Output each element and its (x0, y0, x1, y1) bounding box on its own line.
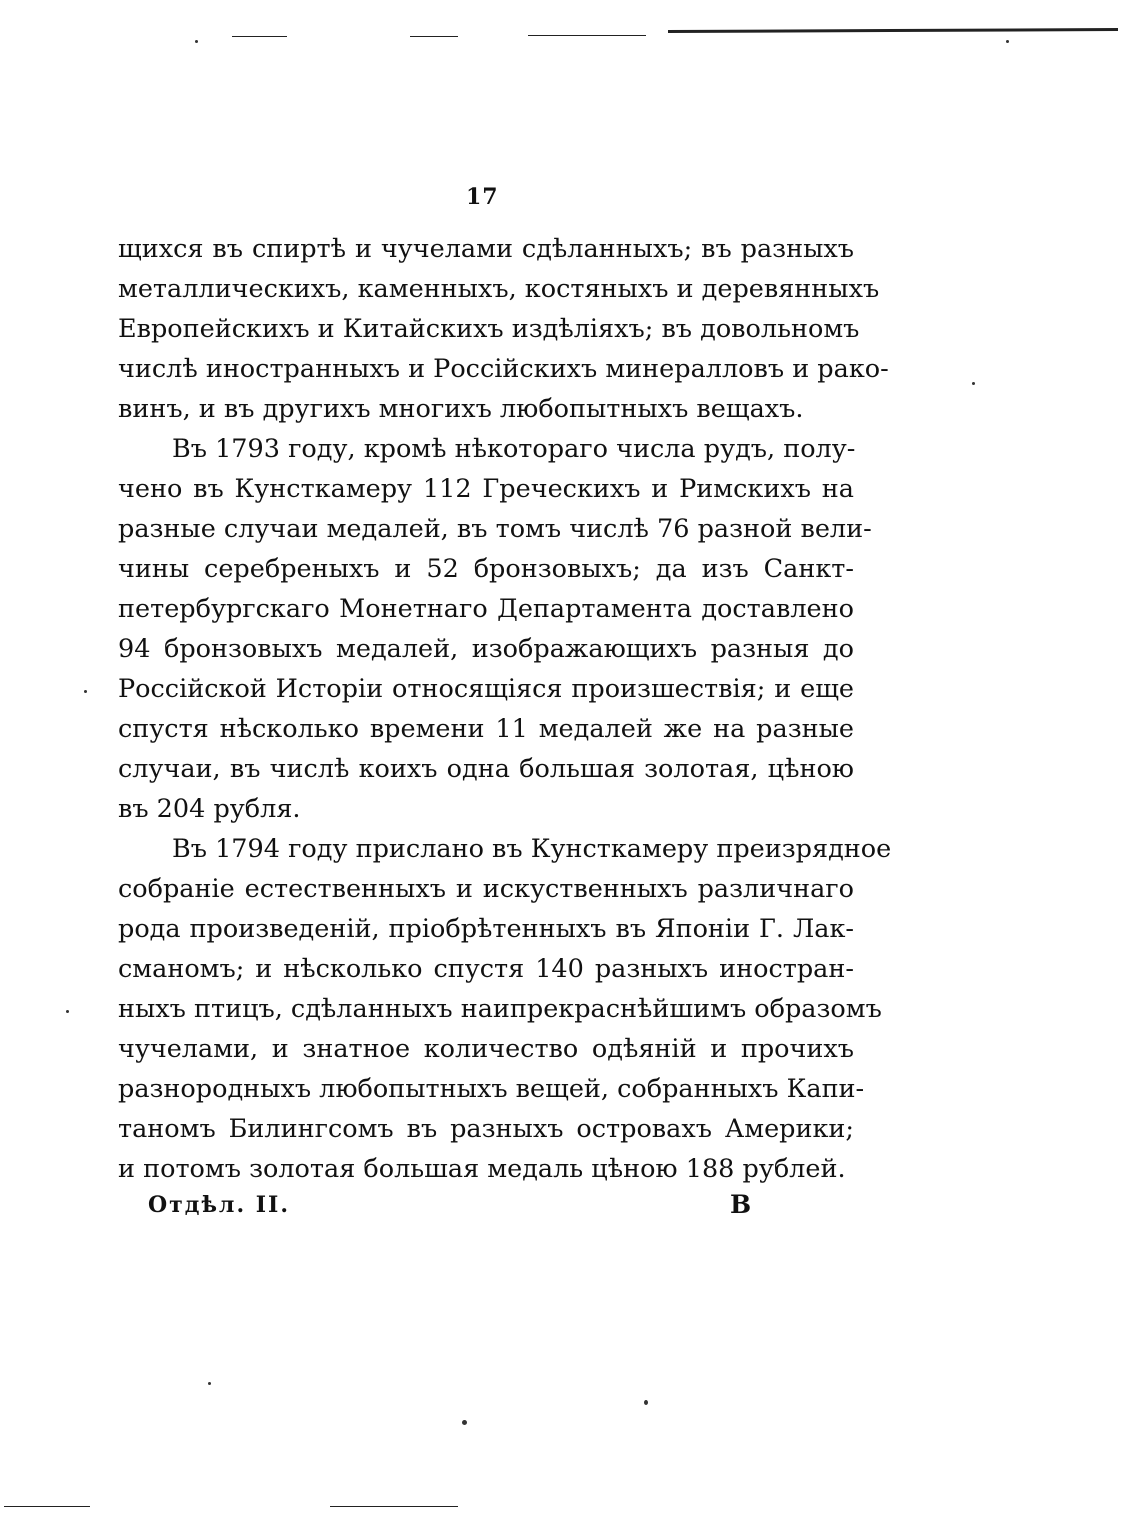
scan-speck (644, 1400, 648, 1405)
scan-speck (66, 1010, 69, 1013)
text-line: сманомъ; и нѣсколько спустя 140 разныхъ иностран- (118, 954, 854, 984)
top-rule-fragment (668, 28, 1118, 33)
text-line: разные случаи медалей, въ томъ числѣ 76 разной вели- (118, 514, 872, 544)
top-rule-fragment (410, 36, 458, 37)
text-line: Въ 1793 году, кромѣ нѣкотораго числа рудъ, полу- (172, 434, 856, 464)
text-line: спустя нѣсколько времени 11 медалей же на разные (118, 714, 854, 744)
scan-speck (84, 690, 87, 693)
text-line: въ 204 рубля. (118, 794, 301, 824)
text-line: и потомъ золотая большая медаль цѣною 188 рублей. (118, 1154, 846, 1184)
scan-speck (208, 1382, 211, 1385)
top-rule-fragment (232, 36, 287, 37)
page-number: 17 (466, 184, 499, 210)
text-line: Россійской Исторіи относящіяся произшествія; и еще (118, 674, 854, 704)
section-signature: Отдѣл. II. (148, 1192, 290, 1218)
text-line: чучелами, и знатное количество одѣяній и прочихъ (118, 1034, 854, 1064)
text-line: петербургскаго Монетнаго Департамента доставлено (118, 594, 854, 624)
text-line: числѣ иностранныхъ и Россійскихъ минералловъ и рако- (118, 354, 889, 384)
text-line: случаи, въ числѣ коихъ одна большая золотая, цѣною (118, 754, 854, 784)
text-line: щихся въ спиртѣ и чучелами сдѣланныхъ; въ разныхъ (118, 234, 854, 264)
text-line: винъ, и въ другихъ многихъ любопытныхъ вещахъ. (118, 394, 804, 424)
text-line: металлическихъ, каменныхъ, костяныхъ и деревянныхъ (118, 274, 880, 304)
text-line: ныхъ птицъ, сдѣланныхъ наипрекраснѣйшимъ образомъ (118, 994, 882, 1024)
text-line: 94 бронзовыхъ медалей, изображающихъ разныя до (118, 634, 854, 664)
bottom-rule-fragment (330, 1506, 458, 1507)
scan-speck (195, 40, 198, 43)
scan-speck (972, 382, 975, 385)
bottom-rule-fragment (4, 1506, 90, 1507)
text-line: чено въ Кунсткамеру 112 Греческихъ и Римскихъ на (118, 474, 854, 504)
scan-speck (462, 1420, 467, 1425)
gathering-signature: В (730, 1190, 752, 1219)
text-line: чины серебреныхъ и 52 бронзовыхъ; да изъ Санкт- (118, 554, 854, 584)
top-rule-fragment (528, 35, 646, 36)
text-line: Въ 1794 году прислано въ Кунсткамеру преизрядное (172, 834, 892, 864)
text-line: разнородныхъ любопытныхъ вещей, собранныхъ Капи- (118, 1074, 865, 1104)
text-line: таномъ Билингсомъ въ разныхъ островахъ Америки; (118, 1114, 854, 1144)
scan-speck (1006, 40, 1009, 43)
text-line: собраніе естественныхъ и искуственныхъ различнаго (118, 874, 854, 904)
text-line: Европейскихъ и Китайскихъ издѣліяхъ; въ довольномъ (118, 314, 860, 344)
text-line: рода произведеній, пріобрѣтенныхъ въ Японіи Г. Лак- (118, 914, 854, 944)
